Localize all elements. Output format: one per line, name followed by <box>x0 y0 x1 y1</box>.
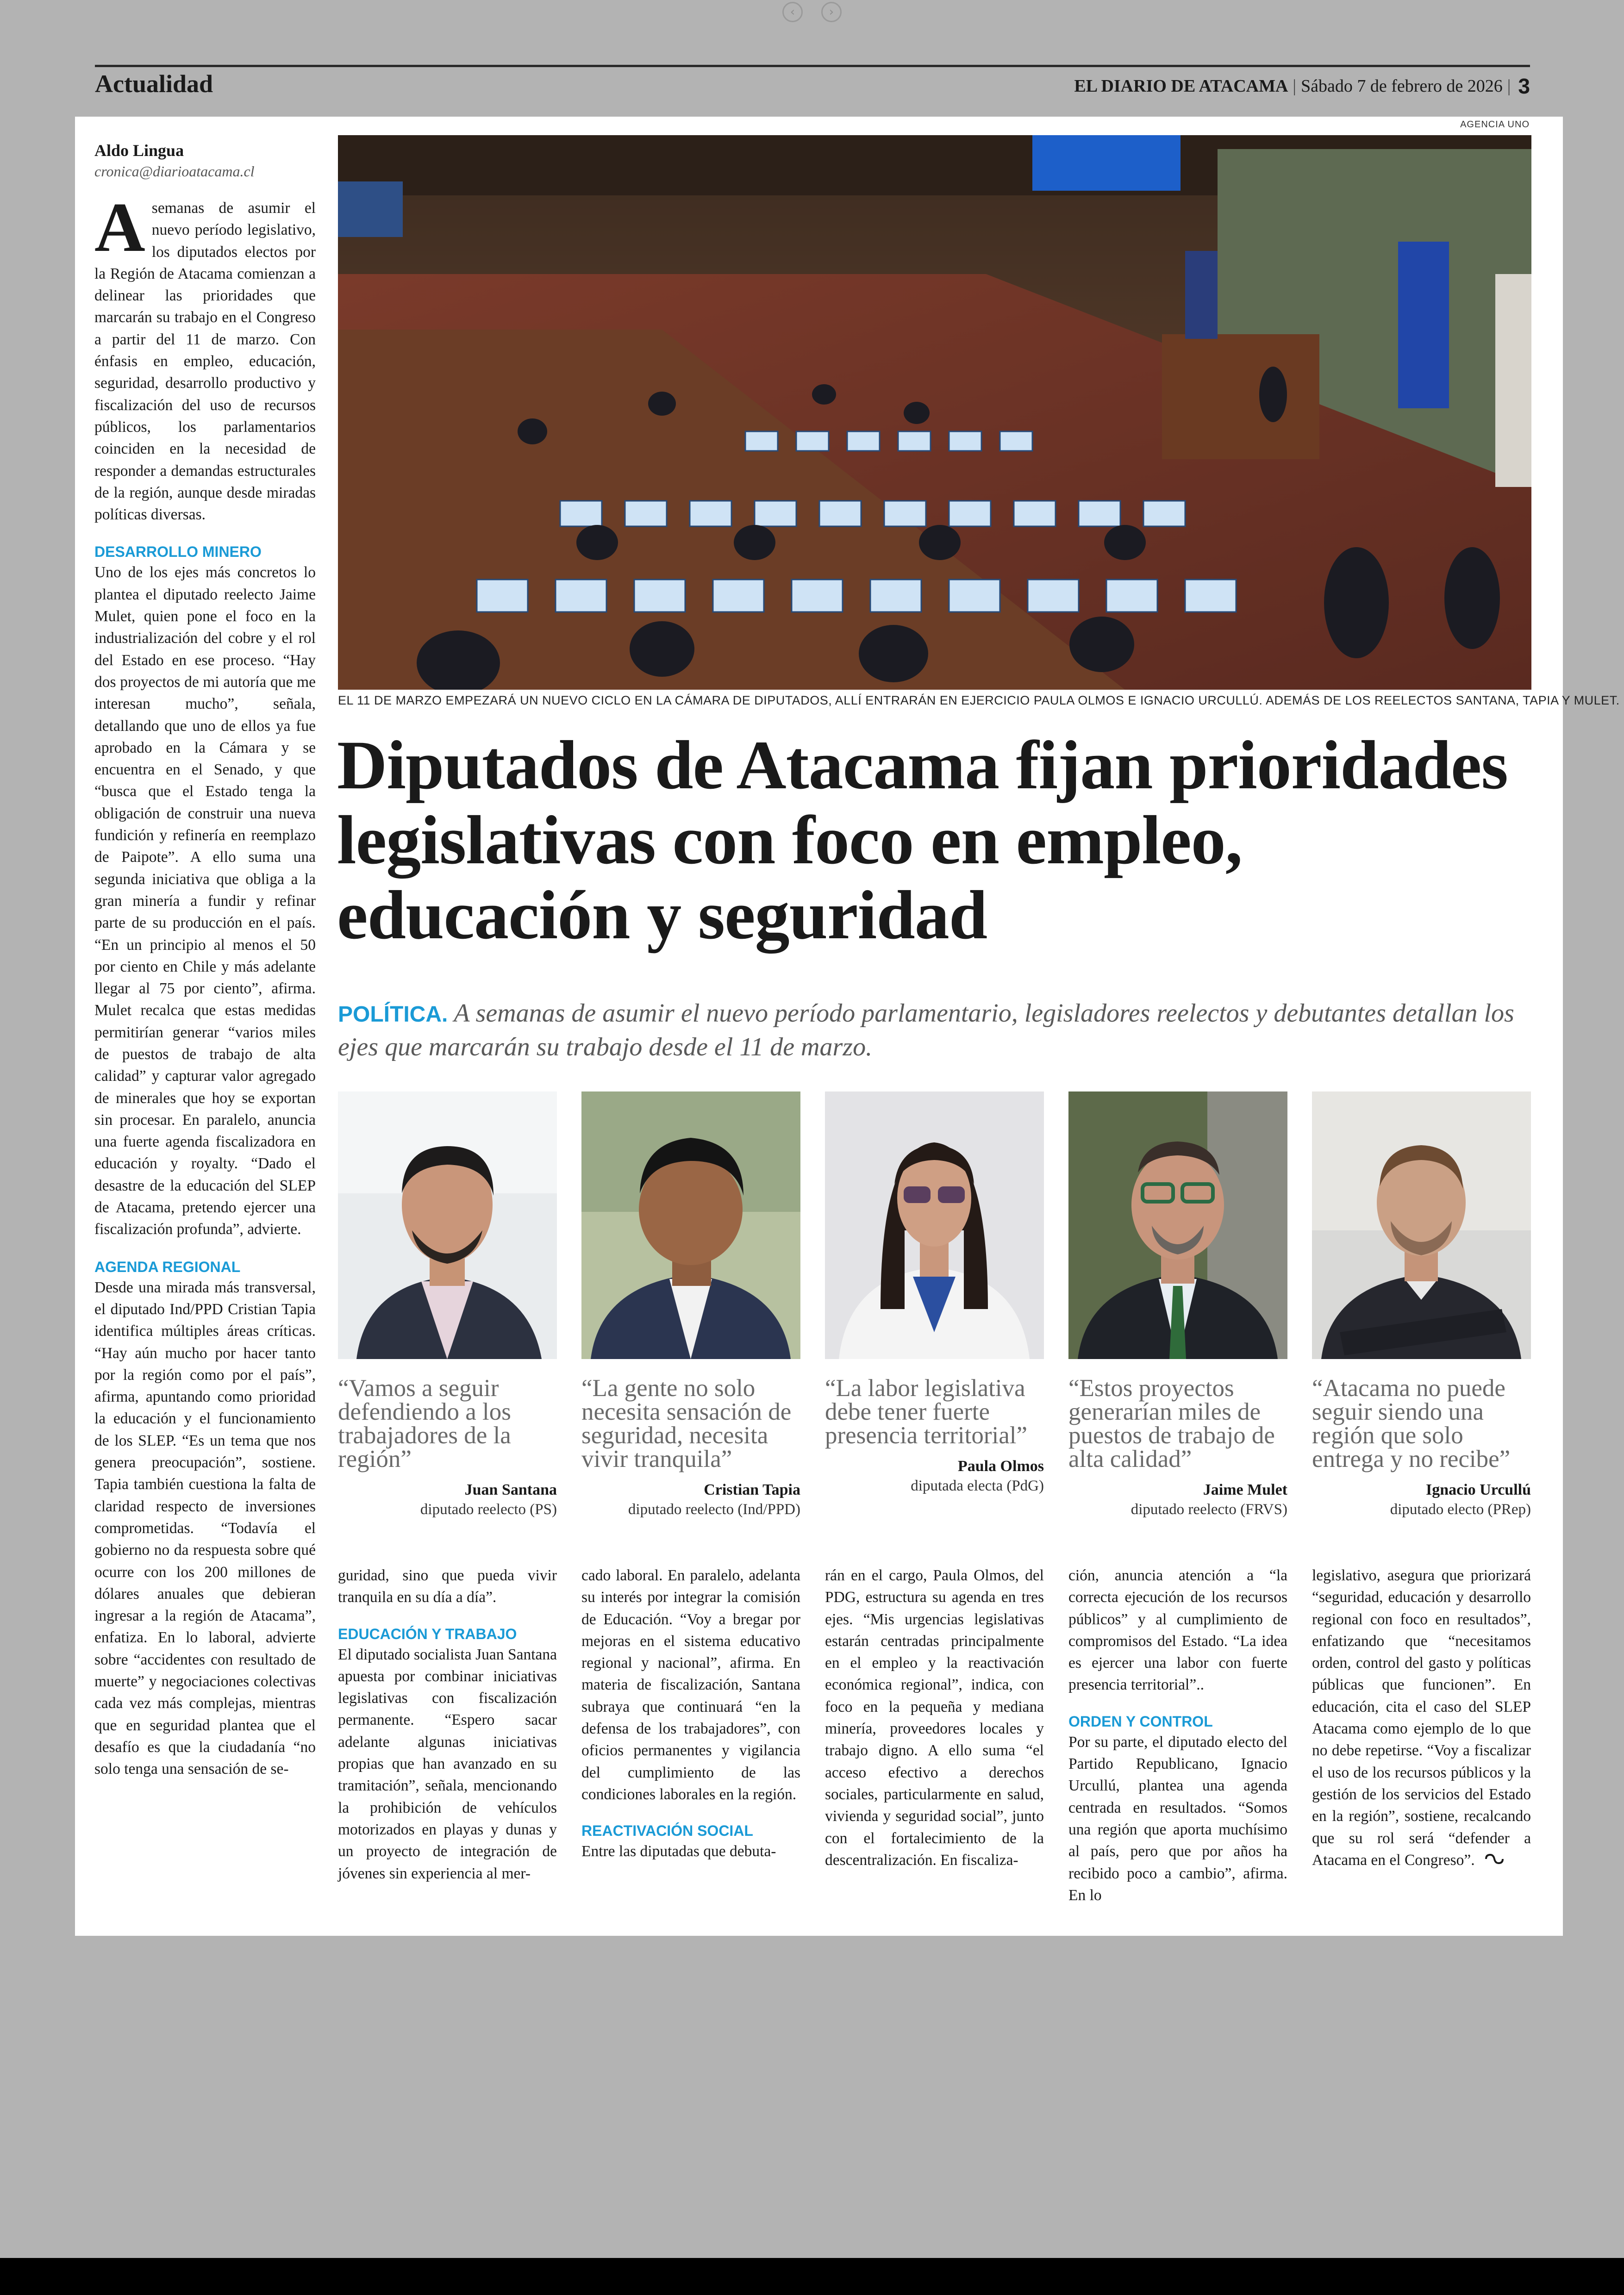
pull-quote: “La labor legislativa debe tener fuerte presencia territorial” <box>825 1375 1027 1449</box>
portrait-juan-santana <box>338 1091 557 1359</box>
portrait-cristian-tapia <box>581 1091 800 1359</box>
profile-quote-block <box>1312 1377 1531 1519</box>
profile-name: Jaime Mulet <box>1203 1481 1287 1498</box>
bottom-bar <box>0 2258 1624 2295</box>
portrait-graphic <box>338 1091 557 1359</box>
portrait-jaime-mulet <box>1068 1091 1287 1359</box>
body-column-2 <box>581 1565 800 1863</box>
profile-role: diputado electo (PRep) <box>1390 1501 1531 1518</box>
body-paragraph: Desde una mirada más transversal, el diputado Ind/PPD Cristian Tapia identifica múltiples áreas críticas. “Hay aún mucho por hacer tanto por la región como por el país”, afirma, apuntando como prioridad la educación y el funcionamiento de los SLEP. “Es un tema que nos genera preocupación”, sostiene. Tapia también cuestiona la falta de claridad respecto de inversiones comprometidas. “Todavía el gobierno no da respuesta sobre qué ocurre con los 200 millones de dólares anuales que debieran ingresar a la región de Atacama”, enfatiza. En lo laboral, advierte sobre “accidentes con resultado de muerte” y negociaciones colectivas cada vez más complejas, mientras que en seguridad plantea que el desafío es que la ciudadanía “no solo tenga una sensación de se- <box>94 1278 316 1778</box>
profile-quote-block <box>825 1377 1044 1496</box>
deck-text: A semanas de asumir el nuevo período parlamentario, legisladores reelectos y debutantes detallan los ejes que marcarán su trabajo desde el 11 de marzo. <box>338 999 1514 1061</box>
body-paragraph: Entre las diputadas que debuta- <box>581 1843 776 1860</box>
subhead-desarrollo-minero: DESARROLLO MINERO <box>94 543 262 561</box>
pull-quote: “Atacama no puede seguir siendo una región que solo entrega y no recibe” <box>1312 1375 1511 1472</box>
prev-page-icon[interactable]: ‹ <box>782 2 803 22</box>
portrait-ignacio-urcullu <box>1312 1091 1531 1359</box>
subhead-educacion-trabajo: EDUCACIÓN Y TRABAJO <box>338 1625 517 1642</box>
chamber-illustration <box>338 135 1531 690</box>
body-column-5 <box>1312 1565 1531 1871</box>
profile-quote-block <box>338 1377 557 1519</box>
profile-role: diputada electa (PdG) <box>911 1478 1044 1494</box>
chamber-photo <box>338 135 1531 690</box>
page-header <box>95 65 1530 116</box>
body-paragraph: Por su parte, el diputado electo del Partido Republicano, Ignacio Urcullú, plantea una agenda centrada en resultados. “Somos una región que aporta muchísimo al país, pero que por años ha recibido poco a cambio”, afirma. En lo <box>1068 1733 1287 1904</box>
body-paragraph: cado laboral. En paralelo, adelanta su interés por integrar la comisión de Educación. “Voy a bregar por mejoras en el sistema educativo regional y nacional”, afirma. En materia de fiscalización, Santana subraya que continuará “en la defensa de los trabajadores”, con oficios permanentes y vigilancia del cumplimiento de las condiciones laborales en la región. <box>581 1567 800 1803</box>
photo-credit: AGENCIA UNO <box>1460 119 1530 130</box>
issue-date: Sábado 7 de febrero de 2026 <box>1301 76 1503 96</box>
intro-paragraph: Asemanas de asumir el nuevo período legislativo, los diputados electos por la Región de Atacama comienzan a delinear las prioridades que marcarán su trabajo en el Congreso a partir del 11 de marzo. Con énfasis en empleo, educación, seguridad, desarrollo productivo y fiscalización del uso de recursos públicos, los parlamentarios coinciden en la necesidad de responder a demandas estructurales de la región, aunque desde miradas políticas diversas. <box>94 188 316 524</box>
subhead-agenda-regional: AGENDA REGIONAL <box>94 1258 241 1275</box>
newspaper-page <box>75 117 1620 1936</box>
photo-caption: EL 11 DE MARZO EMPEZARÁ UN NUEVO CICLO EN LA CÁMARA DE DIPUTADOS, ALLÍ ENTRARÁN EN EJERCICIO PAULA OLMOS E IGNACIO URCULLÚ. ADEMÁS DE LOS REELECTOS SANTANA, TAPIA Y MULET. <box>338 693 1620 707</box>
portrait-graphic <box>825 1091 1044 1359</box>
body-column-4 <box>1068 1565 1287 1906</box>
paper-name: EL DIARIO DE ATACAMA <box>1074 76 1288 96</box>
body-paragraph: rán en el cargo, Paula Olmos, del PDG, estructura su agenda en tres ejes. “Mis urgencias legislativas estarán centradas principalmente en el empleo y la reactivación económica regional”, indica, con foco en la pequeña y mediana minería, proveedores locales y trabajo digno. A ello suma “el acceso efectivo a derechos sociales, particularmente en salud, vivienda y seguridad social”, junto con el fortalecimiento de la descentralización. En fiscaliza- <box>825 1567 1044 1869</box>
pull-quote: “La gente no solo necesita sensación de seguridad, necesita vivir tranquila” <box>581 1375 792 1472</box>
byline-email[interactable]: cronica@diarioatacama.cl <box>94 163 255 180</box>
portrait-graphic <box>581 1091 800 1359</box>
page-nav <box>782 2 842 22</box>
next-page-icon[interactable]: › <box>821 2 842 22</box>
end-mark-icon <box>1484 1849 1505 1871</box>
body-paragraph: guridad, sino que pueda vivir tranquila en su día a día”. <box>338 1567 557 1606</box>
lead-column <box>94 140 316 1780</box>
profile-role: diputado reelecto (Ind/PPD) <box>628 1501 800 1518</box>
profile-role: diputado reelecto (FRVS) <box>1131 1501 1287 1518</box>
subhead-reactivacion-social: REACTIVACIÓN SOCIAL <box>581 1822 753 1840</box>
profile-role: diputado reelecto (PS) <box>420 1501 557 1518</box>
folio <box>1074 74 1530 99</box>
byline-author: Aldo Lingua <box>94 141 184 160</box>
drop-cap: A <box>94 188 145 266</box>
kicker: POLÍTICA. <box>338 1002 448 1027</box>
body-paragraph: ción, anuncia atención a “la correcta ejecución de los recursos públicos” y al cumplimiento de compromisos del Estado. “La idea es ejercer una labor con fuerte presencia territorial”.. <box>1068 1567 1287 1694</box>
body-paragraph: El diputado socialista Juan Santana apuesta por combinar iniciativas legislativas con fiscalización permanente. “Espero sacar adelante algunas iniciativas propias que han avanzado en su tramitación”, señala, mencionando la prohibición de vehículos motorizados en playas y dunas y un proyecto de integración de jóvenes sin experiencia al mer- <box>338 1646 557 1882</box>
profile-name: Paula Olmos <box>957 1458 1044 1475</box>
portrait-graphic <box>1312 1091 1531 1359</box>
body-paragraph: legislativo, asegura que priorizará “seguridad, educación y desarrollo regional con foco en resultados”, enfatizando que “necesitamos orden, control del gasto y políticas públicas que funcionen”. En educación, cita el caso del SLEP Atacama como ejemplo de lo que no debe repetirse. “Voy a fiscalizar el uso de los recursos públicos y la gestión de los servicios del Estado en la región”, sostiene, recalcando que su rol será “defender a Atacama en el Congreso”. <box>1312 1565 1531 1871</box>
folio-divider: | <box>1507 76 1511 96</box>
headline: Diputados de Atacama fijan prioridades legislativas con foco en empleo, educación y seguridad <box>337 727 1508 954</box>
profile-name: Ignacio Urcullú <box>1425 1481 1531 1498</box>
profile-name: Juan Santana <box>464 1481 557 1498</box>
subhead-orden-control: ORDEN Y CONTROL <box>1068 1713 1213 1730</box>
folio-divider: | <box>1293 76 1296 96</box>
pull-quote: “Estos proyectos generarían miles de puestos de trabajo de alta calidad” <box>1068 1375 1275 1472</box>
portrait-graphic <box>1068 1091 1287 1359</box>
deck <box>338 997 1542 1063</box>
body-column-3 <box>825 1565 1044 1871</box>
profile-quote-block <box>581 1377 800 1519</box>
pull-quote: “Vamos a seguir defendiendo a los trabajadores de la región” <box>338 1375 511 1472</box>
section-label: Actualidad <box>95 70 213 98</box>
body-column-1 <box>338 1565 557 1884</box>
portrait-paula-olmos <box>825 1091 1044 1359</box>
profile-quote-block <box>1068 1377 1287 1519</box>
profile-name: Cristian Tapia <box>704 1481 800 1498</box>
body-paragraph: Uno de los ejes más concretos lo plantea el diputado reelecto Jaime Mulet, quien pone el foco en la industrialización del cobre y el rol del Estado en ese proceso. “Hay dos proyectos de mi autoría que me interesan mucho”, señala, detallando que uno de ellos ya fue aprobado en la Cámara y se encuentra en el Senado, y que “busca que el Estado tenga la obligación de construir una nueva fundición y refinería en reemplazo de Paipote”. A ello suma una segunda iniciativa que obliga a la gran minería a fundir y refinar parte de su producción en el país. “En un principio al menos el 50 por ciento en Chile y más adelante llegar al 75 por ciento”, afirma. Mulet recalca que estas medidas permitirían generar “varios miles de puestos de trabajo de alta calidad” y capturar valor agregado de minerales que hoy se exportan sin procesar. En paralelo, anuncia una fuerte agenda fiscalizadora en educación y royalty. “Dado el desastre de la educación del SLEP de Atacama, pretendo ejercer una fiscalización profunda”, advierte. <box>94 564 316 1238</box>
page-number: 3 <box>1518 74 1530 98</box>
